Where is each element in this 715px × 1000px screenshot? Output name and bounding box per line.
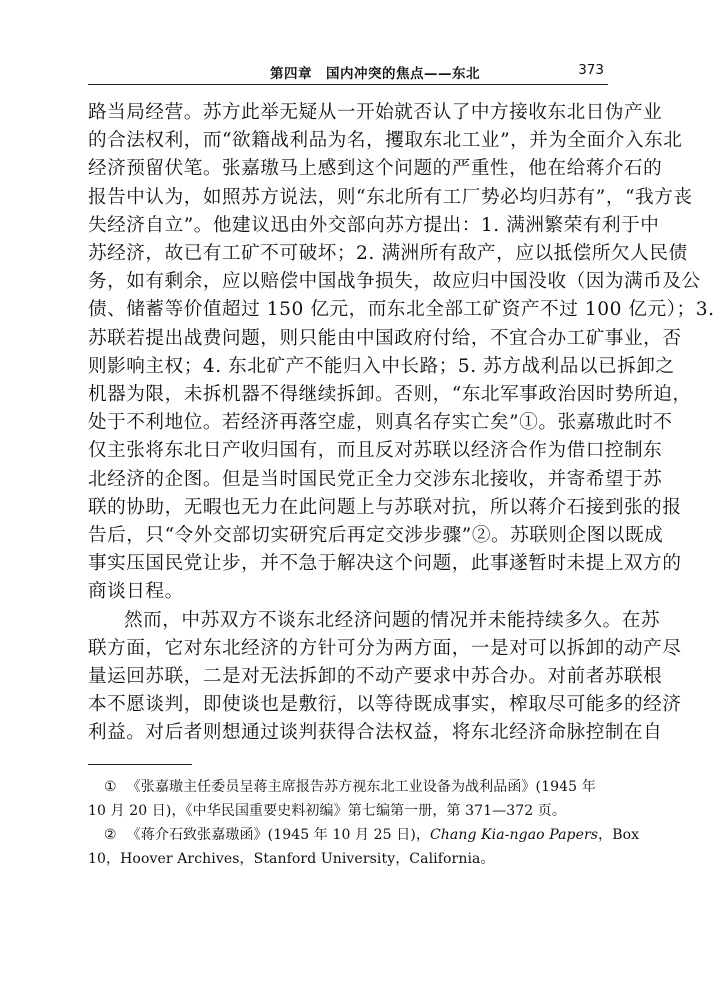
- paragraph-1: [88, 99, 715, 607]
- text-line: 事实压国民党让步，并不急于解决这个问题，此事遂暂时未提上双方的: [88, 553, 682, 575]
- footnote-italic-title: Chang Kia‑ngao Papers: [430, 826, 599, 843]
- text-line: 机器为限，未拆机器不得继续拆卸。否则，“东北军事政治因时势所迫，: [88, 384, 692, 406]
- text-line: 则影响主权；4. 东北矿产不能归入中长路；5. 苏方战利品以已拆卸之: [88, 355, 675, 377]
- text-line: 债、储蓄等价值超过 150 亿元，而东北全部工矿资产不过 100 亿元）；3.: [88, 299, 715, 321]
- body-text: [88, 99, 715, 748]
- footnote-text: ，Box: [598, 826, 640, 843]
- text-line: 处于不利地位。若经济再落空虚，则真名存实亡矣”①。张嘉璈此时不: [88, 412, 673, 434]
- text-line: 的合法权利，而“欲籍战利品为名，攫取东北工业”，并为全面介入东北: [88, 130, 683, 152]
- footnote-text: 《蒋介石致张嘉璈函》(1945 年 10 月 25 日)，: [126, 826, 430, 843]
- text-line: 北经济的企图。但是当时国民党正全力交涉东北接收，并寄希望于苏: [88, 468, 663, 490]
- text-line: 联的协助，无暇也无力在此问题上与苏联对抗，所以蒋介石接到张的报: [88, 496, 682, 518]
- text-line: 经济预留伏笔。张嘉璈马上感到这个问题的严重性，他在给蒋介石的: [88, 158, 663, 180]
- text-line: 利益。对后者则想通过谈判获得合法权益，将东北经济命脉控制在自: [88, 722, 663, 744]
- running-header: [88, 58, 608, 85]
- text-line: 路当局经营。苏方此举无疑从一开始就否认了中方接收东北日伪产业: [88, 102, 663, 123]
- footnote-marker: ①: [104, 778, 117, 795]
- text-line: 然而，中苏双方不谈东北经济问题的情况并未能持续多久。在苏: [124, 609, 661, 631]
- paragraph-2: [88, 607, 682, 748]
- footnote-divider: [88, 764, 192, 765]
- text-line: 报告中认为，如照苏方说法，则“东北所有工厂势必均归苏有”，“我方丧: [88, 186, 693, 208]
- footnote-text: 10，Hoover Archives，Stanford University，California。: [88, 850, 495, 867]
- text-line: 联方面，它对东北经济的方针可分为两方面，一是对可以拆卸的动产尽: [88, 637, 682, 659]
- footnote-2: [88, 823, 640, 871]
- book-page: [88, 58, 715, 871]
- text-line: 失经济自立”。他建议迅由外交部向苏方提出：1. 满洲繁荣有利于中: [88, 214, 660, 236]
- footnotes: [88, 775, 640, 871]
- text-line: 务，如有剩余，应以赔偿中国战争损失，故应归中国没收（因为满币及公: [88, 271, 701, 293]
- page-number: 373: [578, 62, 604, 78]
- text-line: 仅主张将东北日产收归国有，而且反对苏联以经济合作为借口控制东: [88, 440, 663, 462]
- footnote-marker: ②: [104, 826, 117, 843]
- footnote-1: [88, 775, 608, 823]
- footnote-text: 《张嘉璈主任委员呈蒋主席报告苏方视东北工业设备为战利品函》(1945 年: [126, 778, 596, 795]
- text-line: 苏经济，故已有工矿不可破坏；2. 满洲所有敌产，应以抵偿所欠人民债: [88, 243, 688, 265]
- text-line: 量运回苏联，二是对无法拆卸的不动产要求中苏合办。对前者苏联根: [88, 666, 663, 688]
- chapter-title: 第四章 国内冲突的焦点——东北: [270, 66, 480, 82]
- text-line: 苏联若提出战费问题，则只能由中国政府付给，不宜合办工矿事业，否: [88, 327, 682, 349]
- text-line: 本不愿谈判，即使谈也是敷衍，以等待既成事实，榨取尽可能多的经济: [88, 694, 682, 716]
- text-line: 商谈日程。: [88, 581, 184, 603]
- footnote-text: 10 月 20 日)，《中华民国重要史料初编》第七编第一册，第 371—372 页。: [88, 802, 566, 819]
- text-line: 告后，只“令外交部切实研究后再定交涉步骤”②。苏联则企图以既成: [88, 525, 664, 547]
